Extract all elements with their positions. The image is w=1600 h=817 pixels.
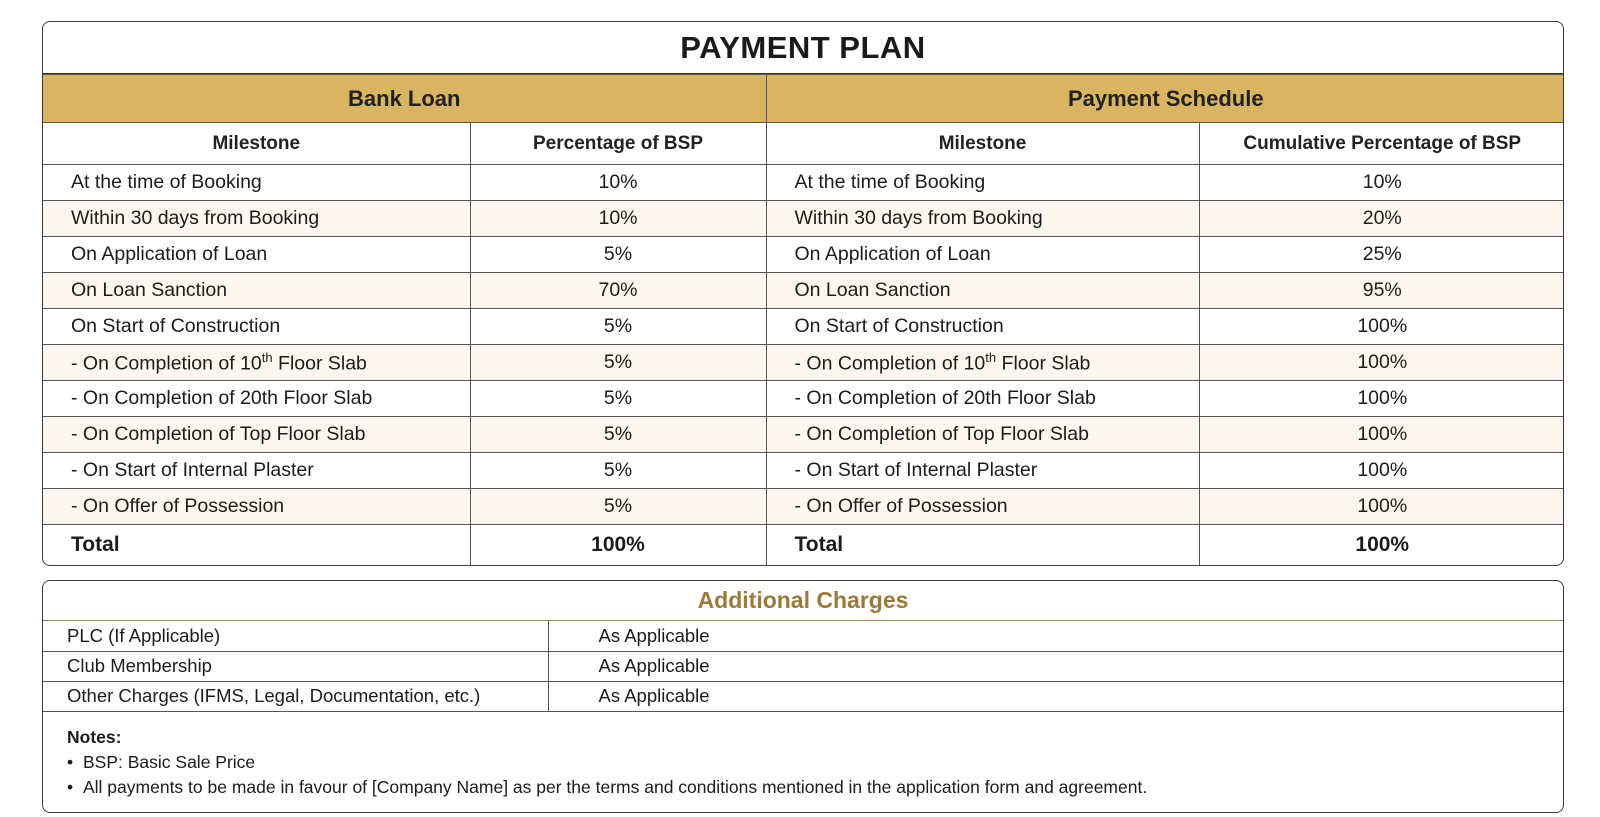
schedule-cumulative-cell: 95% [1199,273,1564,309]
note-item [67,775,1539,800]
milestone-text: On Application of Loan [794,243,991,265]
bank_loan-milestone-cell [43,453,470,489]
charge-value: As Applicable [548,681,1563,711]
payment_schedule-milestone-cell [766,381,1199,417]
schedule-cumulative-cell: 100% [1199,489,1564,525]
schedule-milestone-header: Milestone [766,123,1199,165]
milestone-text: - On Start of Internal Plaster [71,459,314,481]
bank-loan-percentage-cell: 10% [470,201,766,237]
note-text: BSP: Basic Sale Price [83,751,256,772]
schedule-cumulative-cell: 25% [1199,237,1564,273]
charge-label: Other Charges (IFMS, Legal, Documentation, etc.) [43,681,548,711]
milestone-text: - On Offer of Possession [794,495,1008,517]
table-row [43,273,1564,309]
notes-section [43,712,1563,800]
charge-label: PLC (If Applicable) [43,621,548,651]
bank-loan-heading: Bank Loan [43,75,766,123]
table-row [43,417,1564,453]
milestone-text: On Start of Construction [794,315,1004,337]
milestone-text: - On Completion of 10 [794,352,986,375]
additional-charges-heading: Additional Charges [43,581,1563,621]
column-header-row [43,123,1564,165]
additional-charges-table [43,621,1563,712]
milestone-text: Within 30 days from Booking [794,207,1043,229]
payment_schedule-milestone-cell [766,453,1199,489]
schedule-total-value: 100% [1199,525,1564,566]
payment-plan-table [43,74,1564,566]
milestone-text: On Loan Sanction [71,279,228,301]
table-row [43,201,1564,237]
ordinal-suffix: th [261,349,273,365]
bullet-icon: • [67,776,74,797]
section-header-row [43,75,1564,123]
bank-loan-total-value: 100% [470,525,766,566]
schedule-cumulative-header: Cumulative Percentage of BSP [1199,123,1564,165]
bank_loan-milestone-cell [43,165,470,201]
notes-heading: Notes: [67,726,122,747]
payment_schedule-milestone-cell [766,489,1199,525]
bullet-icon: • [67,751,74,772]
payment_schedule-milestone-cell [766,165,1199,201]
milestone-text: - On Offer of Possession [71,495,285,517]
charge-value: As Applicable [548,621,1563,651]
charge-row [43,681,1563,711]
milestone-text: - On Completion of 20th Floor Slab [794,387,1096,409]
schedule-cumulative-cell: 10% [1199,165,1564,201]
bank-loan-percentage-cell: 5% [470,489,766,525]
schedule-cumulative-cell: 20% [1199,201,1564,237]
bank-loan-percentage-header: Percentage of BSP [470,123,766,165]
bank-loan-percentage-cell: 5% [470,417,766,453]
milestone-text: On Application of Loan [71,243,268,265]
table-row [43,489,1564,525]
payment_schedule-milestone-cell [766,237,1199,273]
charge-row [43,651,1563,681]
additional-charges-body [43,621,1563,711]
schedule-cumulative-cell: 100% [1199,345,1564,381]
charge-label: Club Membership [43,651,548,681]
milestone-text: - On Completion of Top Floor Slab [71,423,366,445]
total-row [43,525,1564,566]
bank-loan-percentage-cell: 70% [470,273,766,309]
payment_schedule-milestone-cell [766,201,1199,237]
schedule-cumulative-cell: 100% [1199,381,1564,417]
bank_loan-milestone-cell [43,309,470,345]
milestone-text: - On Completion of 20th Floor Slab [71,387,373,409]
payment_schedule-milestone-cell [766,273,1199,309]
schedule-cumulative-cell: 100% [1199,417,1564,453]
bank_loan-milestone-cell [43,417,470,453]
schedule-cumulative-cell: 100% [1199,309,1564,345]
milestone-text: On Loan Sanction [794,279,951,301]
milestone-text: At the time of Booking [71,171,262,193]
payment_schedule-milestone-cell [766,417,1199,453]
bank_loan-milestone-cell [43,381,470,417]
bank-loan-total-label: Total [43,525,470,566]
note-item [67,750,1539,775]
bank_loan-milestone-cell [43,237,470,273]
note-text: All payments to be made in favour of [Company Name] as per the terms and conditions mentioned in the application form and agreement. [83,776,1148,797]
milestone-text: Within 30 days from Booking [71,207,320,229]
payment_schedule-milestone-cell [766,345,1199,381]
bank-loan-milestone-header: Milestone [43,123,470,165]
table-row [43,165,1564,201]
page-title: PAYMENT PLAN [43,22,1563,74]
schedule-total-label: Total [766,525,1199,566]
payment_schedule-milestone-cell [766,309,1199,345]
bank-loan-percentage-cell: 5% [470,453,766,489]
bank_loan-milestone-cell [43,489,470,525]
milestone-text: - On Completion of 10 [71,352,262,375]
table-row [43,237,1564,273]
schedule-cumulative-cell: 100% [1199,453,1564,489]
milestone-text: - On Completion of Top Floor Slab [794,423,1089,445]
charge-row [43,621,1563,651]
bank-loan-percentage-cell: 5% [470,345,766,381]
bank-loan-percentage-cell: 5% [470,237,766,273]
milestone-text: On Start of Construction [71,315,281,337]
bank_loan-milestone-cell [43,273,470,309]
table-row [43,381,1564,417]
table-row [43,453,1564,489]
payment-plan-body [43,165,1564,566]
payment-plan-table-card [42,21,1564,566]
milestone-text: - On Start of Internal Plaster [794,459,1038,481]
charge-value: As Applicable [548,651,1563,681]
bank-loan-percentage-cell: 10% [470,165,766,201]
milestone-text-tail: Floor Slab [996,352,1091,375]
milestone-text: At the time of Booking [794,171,986,193]
payment-schedule-heading: Payment Schedule [766,75,1564,123]
ordinal-suffix: th [985,349,997,365]
milestone-text-tail: Floor Slab [272,352,367,375]
table-row [43,345,1564,381]
bank-loan-percentage-cell: 5% [470,309,766,345]
table-row [43,309,1564,345]
additional-charges-card [42,580,1564,813]
bank-loan-percentage-cell: 5% [470,381,766,417]
bank_loan-milestone-cell [43,201,470,237]
bank_loan-milestone-cell [43,345,470,381]
